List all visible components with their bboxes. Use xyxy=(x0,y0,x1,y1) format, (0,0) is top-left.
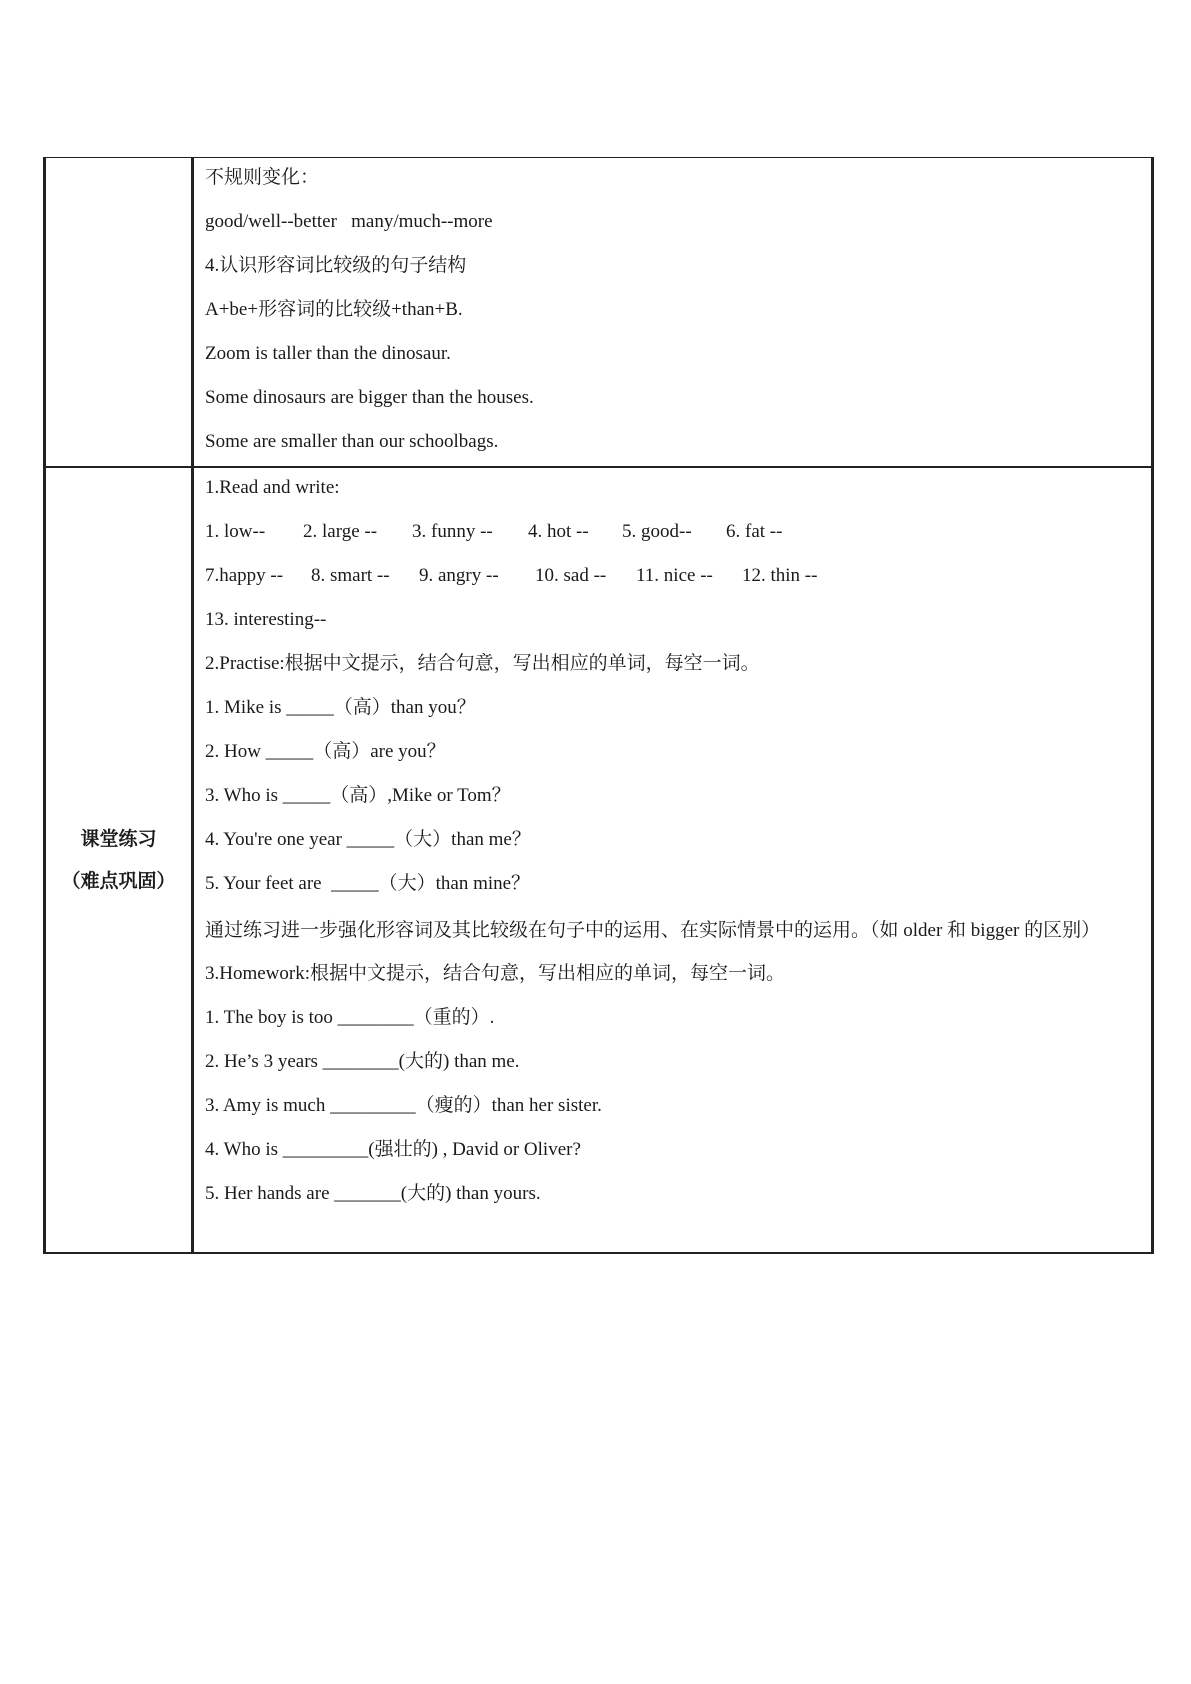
practise-item: 3. Who is _____（高）,Mike or Tom？ xyxy=(205,785,511,806)
read-write-row xyxy=(205,512,1145,556)
practise-item: 1. Mike is _____（高）than you？ xyxy=(205,697,476,718)
word-item: 7.happy -- xyxy=(205,565,284,586)
homework-item: 1. The boy is too ________（重的）. xyxy=(205,1007,495,1028)
homework-item: 2. He’s 3 years ________(大的) than me. xyxy=(205,1051,520,1072)
practise-item: 4. You're one year _____（大）than me？ xyxy=(205,829,531,850)
grammar-label-cell xyxy=(45,158,193,468)
practise-item: 5. Your feet are _____（大）than mine？ xyxy=(205,873,531,894)
read-write-row xyxy=(205,556,1145,600)
grammar-row xyxy=(45,158,1153,468)
word-item: 13. interesting-- xyxy=(205,609,327,630)
word-item: 6. fat -- xyxy=(726,521,783,542)
read-write-heading: 1.Read and write: xyxy=(205,477,340,498)
read-write-row xyxy=(205,600,1145,644)
word-item: 1. low-- xyxy=(205,521,266,542)
word-item: 12. thin -- xyxy=(742,565,818,586)
grammar-line: 4.认识形容词比较级的句子结构 xyxy=(205,255,467,276)
word-item: 3. funny -- xyxy=(412,521,493,542)
grammar-line: Some dinosaurs are bigger than the houses. xyxy=(205,387,534,408)
grammar-line: good/well--better many/much--more xyxy=(205,211,493,232)
practice-label-cell xyxy=(45,467,193,1253)
practise-note: 通过练习进一步强化形容词及其比较级在句子中的运用、在实际情景中的运用。（如 older 和 bigger 的区别） xyxy=(205,920,1101,941)
word-item: 5. good-- xyxy=(622,521,692,542)
grammar-line: 不规则变化： xyxy=(205,167,320,188)
word-item: 4. hot -- xyxy=(528,521,589,542)
word-item: 11. nice -- xyxy=(636,565,713,586)
homework-item: 4. Who is _________(强壮的) , David or Oliver? xyxy=(205,1139,581,1160)
grammar-line: A+be+形容词的比较级+than+B. xyxy=(205,299,463,320)
grammar-line: Some are smaller than our schoolbags. xyxy=(205,431,499,452)
practice-row xyxy=(45,467,1153,1253)
practise-item: 2. How _____（高）are you？ xyxy=(205,741,446,762)
practice-sublabel: （难点巩固） xyxy=(61,870,176,892)
homework-item: 5. Her hands are _______(大的) than yours. xyxy=(205,1183,541,1204)
lesson-table xyxy=(43,157,1154,1254)
practice-label: 课堂练习 xyxy=(80,828,157,850)
grammar-line: Zoom is taller than the dinosaur. xyxy=(205,343,451,364)
homework-heading: 3.Homework:根据中文提示，结合句意，写出相应的单词，每空一词。 xyxy=(205,963,786,984)
word-item: 9. angry -- xyxy=(419,565,499,586)
word-item: 2. large -- xyxy=(303,521,378,542)
homework-item: 3. Amy is much _________（瘦的）than her sister. xyxy=(205,1095,602,1116)
word-item: 10. sad -- xyxy=(535,565,607,586)
practise-heading: 2.Practise:根据中文提示，结合句意，写出相应的单词，每空一词。 xyxy=(205,653,760,674)
practice-content-cell xyxy=(193,467,1153,1253)
word-item: 8. smart -- xyxy=(311,565,390,586)
grammar-content-cell xyxy=(193,158,1153,468)
